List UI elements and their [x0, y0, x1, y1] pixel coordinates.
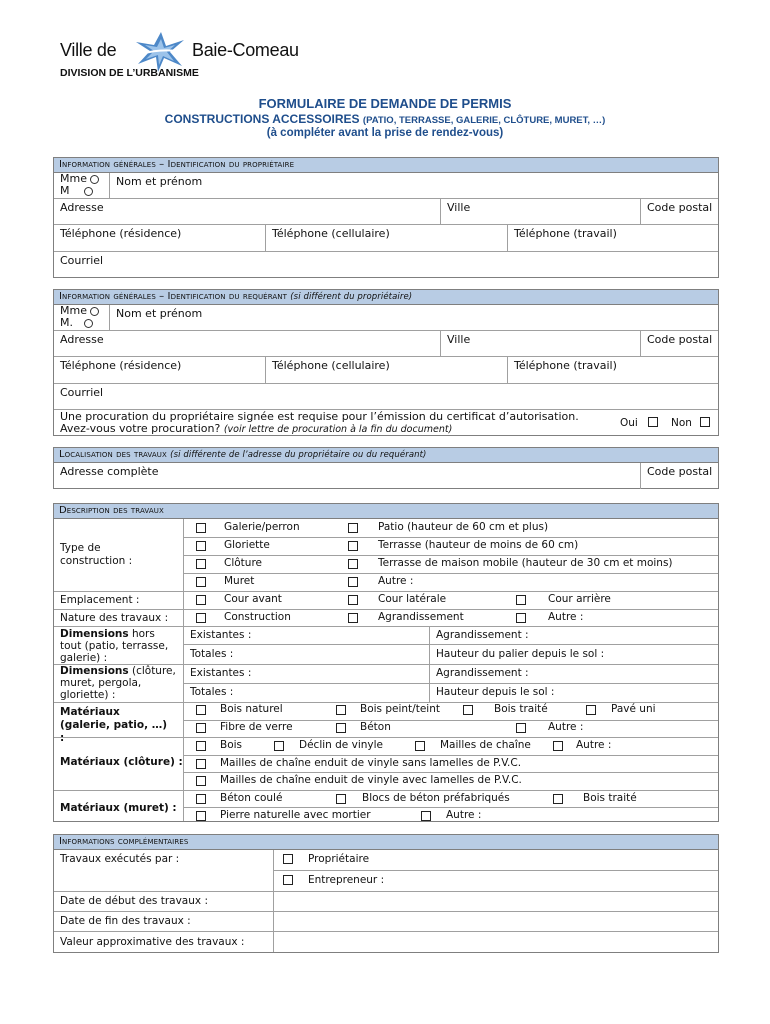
mat3-label: Matériaux (muret) : — [60, 802, 177, 814]
owner-m-radio[interactable] — [84, 187, 93, 196]
dim1-label — [60, 628, 178, 664]
type-label: Type de construction : — [60, 542, 133, 567]
start-date-field[interactable] — [276, 892, 716, 910]
requester-phone-home-field[interactable] — [54, 357, 265, 383]
proxy-yes-label: Oui — [620, 417, 638, 429]
location-side-checkbox[interactable] — [348, 595, 358, 605]
location-section — [53, 447, 719, 489]
type-muret-checkbox[interactable] — [196, 577, 206, 587]
owner-city-field[interactable] — [440, 199, 640, 224]
owner-phone-work-label: Téléphone (travail) — [514, 227, 617, 240]
location-label: Emplacement : — [60, 594, 140, 606]
works-grid — [54, 519, 718, 821]
location-front-checkbox[interactable] — [196, 595, 206, 605]
mat3-poured-concrete-checkbox[interactable] — [196, 794, 206, 804]
type-mobile-terrasse-checkbox[interactable] — [348, 559, 358, 569]
done-by-owner-checkbox[interactable] — [283, 854, 293, 864]
requester-section-header — [54, 290, 718, 305]
mat2-other-checkbox[interactable] — [553, 741, 563, 751]
owner-phone-cell-field[interactable] — [265, 225, 507, 251]
owner-phone-work-field[interactable] — [507, 225, 718, 251]
dim2-existing-field[interactable]: Existantes : — [190, 667, 252, 679]
mat3-poured-concrete-label: Béton coulé — [220, 792, 283, 804]
mat3-treated-wood-checkbox[interactable] — [553, 794, 563, 804]
dim2-total-field[interactable]: Totales : — [190, 686, 234, 698]
mat2-wood-label: Bois — [220, 739, 243, 751]
proxy-line-2 — [60, 423, 712, 436]
done-by-label: Travaux exécutés par : — [60, 853, 180, 865]
dim1-label-bold: Dimensions — [60, 628, 129, 640]
logo — [60, 38, 330, 68]
location-side-label: Cour latérale — [378, 593, 447, 605]
form-title: FORMULAIRE DE DEMANDE DE PERMIS — [258, 96, 512, 111]
location-header-title: Localisation des travaux — [59, 449, 167, 460]
mat1-pavers-checkbox[interactable] — [586, 705, 596, 715]
requester-proxy-text — [54, 410, 718, 436]
works-section-header: Description des travaux — [54, 504, 718, 519]
dim2-expansion-field[interactable]: Agrandissement : — [436, 667, 529, 679]
owner-phone-home-field[interactable] — [54, 225, 265, 251]
mat2-chain-checkbox[interactable] — [415, 741, 425, 751]
location-postal-label: Code postal — [647, 465, 713, 478]
requester-proxy-row — [54, 410, 718, 436]
nature-other-label: Autre : — [548, 611, 584, 623]
nature-expansion-checkbox[interactable] — [348, 613, 358, 623]
proxy-no-checkbox[interactable] — [700, 417, 710, 427]
mat3-treated-wood-label: Bois traité — [583, 792, 637, 804]
form-subtitle-paren: (PATIO, TERRASSE, GALERIE, CLÔTURE, MURET, …) — [362, 115, 606, 126]
mat1-treated-wood-label: Bois traité — [494, 703, 548, 715]
nature-other-checkbox[interactable] — [516, 613, 526, 623]
mat1-fiberglass-checkbox[interactable] — [196, 723, 206, 733]
dim1-total-field[interactable]: Totales : — [190, 648, 234, 660]
nature-label: Nature des travaux : — [60, 612, 169, 624]
requester-postal-label: Code postal — [647, 333, 713, 346]
works-section — [53, 503, 719, 822]
type-terrasse-label: Terrasse (hauteur de moins de 60 cm) — [378, 539, 579, 551]
type-patio-label: Patio (hauteur de 60 cm et plus) — [378, 521, 549, 533]
type-cloture-checkbox[interactable] — [196, 559, 206, 569]
location-address-label: Adresse complète — [60, 465, 159, 478]
form-subtitle-main: CONSTRUCTIONS ACCESSOIRES — [164, 112, 360, 126]
mat3-blocks-checkbox[interactable] — [336, 794, 346, 804]
dim2-label-bold: Dimensions — [60, 665, 129, 677]
owner-mme-label: Mme — [60, 172, 87, 185]
value-field[interactable] — [276, 932, 716, 950]
requester-mme-radio[interactable] — [90, 307, 99, 316]
owner-section — [53, 157, 719, 278]
owner-postal-field[interactable] — [640, 199, 718, 224]
owner-address-row — [54, 199, 718, 225]
proxy-no-label: Non — [671, 417, 692, 429]
owner-phone-cell-label: Téléphone (cellulaire) — [272, 227, 390, 240]
type-other-label: Autre : — [378, 575, 414, 587]
mat2-other-label: Autre : — [576, 739, 612, 751]
mat1-concrete-checkbox[interactable] — [336, 723, 346, 733]
mat1-other-checkbox[interactable] — [516, 723, 526, 733]
mat3-stone-label: Pierre naturelle avec mortier — [220, 809, 371, 821]
dim1-label-rest: hors tout (patio, terrasse, galerie) : — [60, 628, 169, 664]
owner-email-row — [54, 252, 718, 278]
requester-m-label: M. — [60, 316, 73, 329]
type-cloture-label: Clôture — [224, 557, 262, 569]
mat2-chain-label: Mailles de chaîne — [440, 739, 531, 751]
nature-expansion-label: Agrandissement — [378, 611, 464, 623]
form-note: (à compléter avant la prise de rendez-vous) — [266, 127, 504, 139]
owner-mme-radio[interactable] — [90, 175, 99, 184]
type-gloriette-checkbox[interactable] — [196, 541, 206, 551]
dim1-existing-field[interactable]: Existantes : — [190, 629, 252, 641]
requester-city-label: Ville — [447, 333, 471, 346]
requester-phone-work-field[interactable] — [507, 357, 718, 383]
requester-email-label: Courriel — [60, 386, 104, 399]
requester-phone-home-label: Téléphone (résidence) — [60, 359, 182, 372]
requester-section — [53, 289, 719, 436]
requester-address-label: Adresse — [60, 333, 104, 346]
extra-grid — [54, 850, 718, 952]
proxy-line-1: Une procuration du propriétaire signée est requise pour l’émission du certificat d’autorisation. — [60, 410, 579, 423]
owner-city-label: Ville — [447, 201, 471, 214]
requester-name-label: Nom et prénom — [116, 307, 203, 320]
owner-address-field[interactable] — [54, 199, 440, 224]
mat1-pavers-label: Pavé uni — [611, 703, 656, 715]
location-postal-field[interactable] — [640, 463, 718, 489]
location-back-checkbox[interactable] — [516, 595, 526, 605]
extra-section — [53, 834, 719, 953]
dim1-height-field[interactable]: Hauteur du palier depuis le sol : — [436, 648, 605, 660]
extra-section-header: Informations complémentaires — [54, 835, 718, 850]
mat2-chain-vinyl-no-slats-label: Mailles de chaîne enduit de vinyle sans lamelles de P.V.C. — [220, 757, 522, 769]
dim2-label — [60, 665, 178, 701]
works-label-divider — [183, 519, 184, 821]
division-title: DIVISION DE L’URBANISME — [60, 67, 199, 79]
requester-email-field[interactable] — [54, 384, 718, 409]
requester-address-field[interactable] — [54, 331, 440, 356]
requester-mme-label: Mme — [60, 304, 87, 317]
proxy-yes-checkbox[interactable] — [648, 417, 658, 427]
owner-postal-label: Code postal — [647, 201, 713, 214]
mat2-chain-vinyl-slats-label: Mailles de chaîne enduit de vinyle avec lamelles de P.V.C. — [220, 774, 522, 786]
mat1-natural-wood-label: Bois naturel — [220, 703, 283, 715]
mat3-other-label: Autre : — [446, 809, 482, 821]
mat1-label: Matériaux (galerie, patio, …) : — [60, 706, 168, 744]
mat2-label: Matériaux (clôture) : — [60, 756, 183, 768]
location-address-row — [54, 463, 718, 489]
dim2-label-rest: (clôture, muret, pergola, gloriette) : — [60, 665, 176, 701]
owner-phone-home-label: Téléphone (résidence) — [60, 227, 182, 240]
requester-m-radio[interactable] — [84, 319, 93, 328]
mat3-stone-checkbox[interactable] — [196, 811, 206, 821]
mat2-chain-vinyl-slats-checkbox[interactable] — [196, 776, 206, 786]
owner-section-header: Information générales – Identification du propriétaire — [54, 158, 718, 173]
type-muret-label: Muret — [224, 575, 255, 587]
requester-city-field[interactable] — [440, 331, 640, 356]
owner-name-label: Nom et prénom — [116, 175, 203, 188]
mat1-fiberglass-label: Fibre de verre — [220, 721, 293, 733]
proxy-note: (voir lettre de procuration à la fin du document) — [223, 424, 453, 435]
type-mobile-terrasse-label: Terrasse de maison mobile (hauteur de 30 cm et moins) — [378, 557, 673, 569]
type-other-checkbox[interactable] — [348, 577, 358, 587]
dim2-height-field[interactable]: Hauteur depuis le sol : — [436, 686, 555, 698]
owner-email-label: Courriel — [60, 254, 104, 267]
done-by-contractor-label[interactable]: Entrepreneur : — [308, 874, 385, 886]
requester-header-title: Information générales – Identification du requérant — [59, 291, 287, 302]
requester-name-field[interactable] — [109, 305, 718, 330]
location-section-header — [54, 448, 718, 463]
mat3-other-checkbox[interactable] — [421, 811, 431, 821]
end-date-label: Date de fin des travaux : — [60, 915, 191, 927]
owner-address-label: Adresse — [60, 201, 104, 214]
value-label: Valeur approximative des travaux : — [60, 936, 245, 948]
location-address-field[interactable] — [54, 463, 640, 489]
requester-phone-cell-field[interactable] — [265, 357, 507, 383]
requester-phone-cell-label: Téléphone (cellulaire) — [272, 359, 390, 372]
proxy-question: Avez-vous votre procuration? — [60, 422, 221, 435]
mat2-chain-vinyl-no-slats-checkbox[interactable] — [196, 759, 206, 769]
city-prefix: Ville de — [60, 40, 117, 60]
requester-name-row — [54, 305, 718, 331]
dim1-expansion-field[interactable]: Agrandissement : — [436, 629, 529, 641]
form-subtitle — [0, 112, 770, 126]
end-date-field[interactable] — [276, 912, 716, 930]
requester-address-row — [54, 331, 718, 357]
nature-construction-checkbox[interactable] — [196, 613, 206, 623]
type-galerie-label: Galerie/perron — [224, 521, 300, 533]
owner-email-field[interactable] — [54, 252, 718, 278]
nature-construction-label: Construction — [224, 611, 291, 623]
mat2-wood-checkbox[interactable] — [196, 741, 206, 751]
done-by-contractor-checkbox[interactable] — [283, 875, 293, 885]
requester-postal-field[interactable] — [640, 331, 718, 356]
requester-header-note: (si différent du propriétaire) — [290, 292, 413, 302]
type-gloriette-label: Gloriette — [224, 539, 270, 551]
owner-phone-row — [54, 225, 718, 252]
owner-m-label: M — [60, 184, 70, 197]
type-terrasse-checkbox[interactable] — [348, 541, 358, 551]
owner-civility — [54, 173, 109, 198]
mat2-vinyl-checkbox[interactable] — [274, 741, 284, 751]
location-header-note: (si différente de l’adresse du propriétaire ou du requérant) — [170, 450, 427, 460]
done-by-owner-label: Propriétaire — [308, 853, 370, 865]
type-galerie-checkbox[interactable] — [196, 523, 206, 533]
city-name: Baie-Comeau — [192, 40, 299, 60]
requester-phone-work-label: Téléphone (travail) — [514, 359, 617, 372]
mat3-blocks-label: Blocs de béton préfabriqués — [362, 792, 510, 804]
mat1-other-label: Autre : — [548, 721, 584, 733]
mat1-painted-wood-label: Bois peint/teint — [360, 703, 440, 715]
owner-name-row — [54, 173, 718, 199]
mat1-concrete-label: Béton — [360, 721, 391, 733]
owner-name-field[interactable] — [109, 173, 718, 198]
mat2-vinyl-label: Déclin de vinyle — [299, 739, 383, 751]
requester-email-row — [54, 384, 718, 410]
location-front-label: Cour avant — [224, 593, 282, 605]
mat1-painted-wood-checkbox[interactable] — [336, 705, 346, 715]
requester-civility — [54, 305, 109, 330]
type-patio-checkbox[interactable] — [348, 523, 358, 533]
start-date-label: Date de début des travaux : — [60, 895, 208, 907]
location-back-label: Cour arrière — [548, 593, 611, 605]
mat1-treated-wood-checkbox[interactable] — [463, 705, 473, 715]
requester-phone-row — [54, 357, 718, 384]
mat1-natural-wood-checkbox[interactable] — [196, 705, 206, 715]
